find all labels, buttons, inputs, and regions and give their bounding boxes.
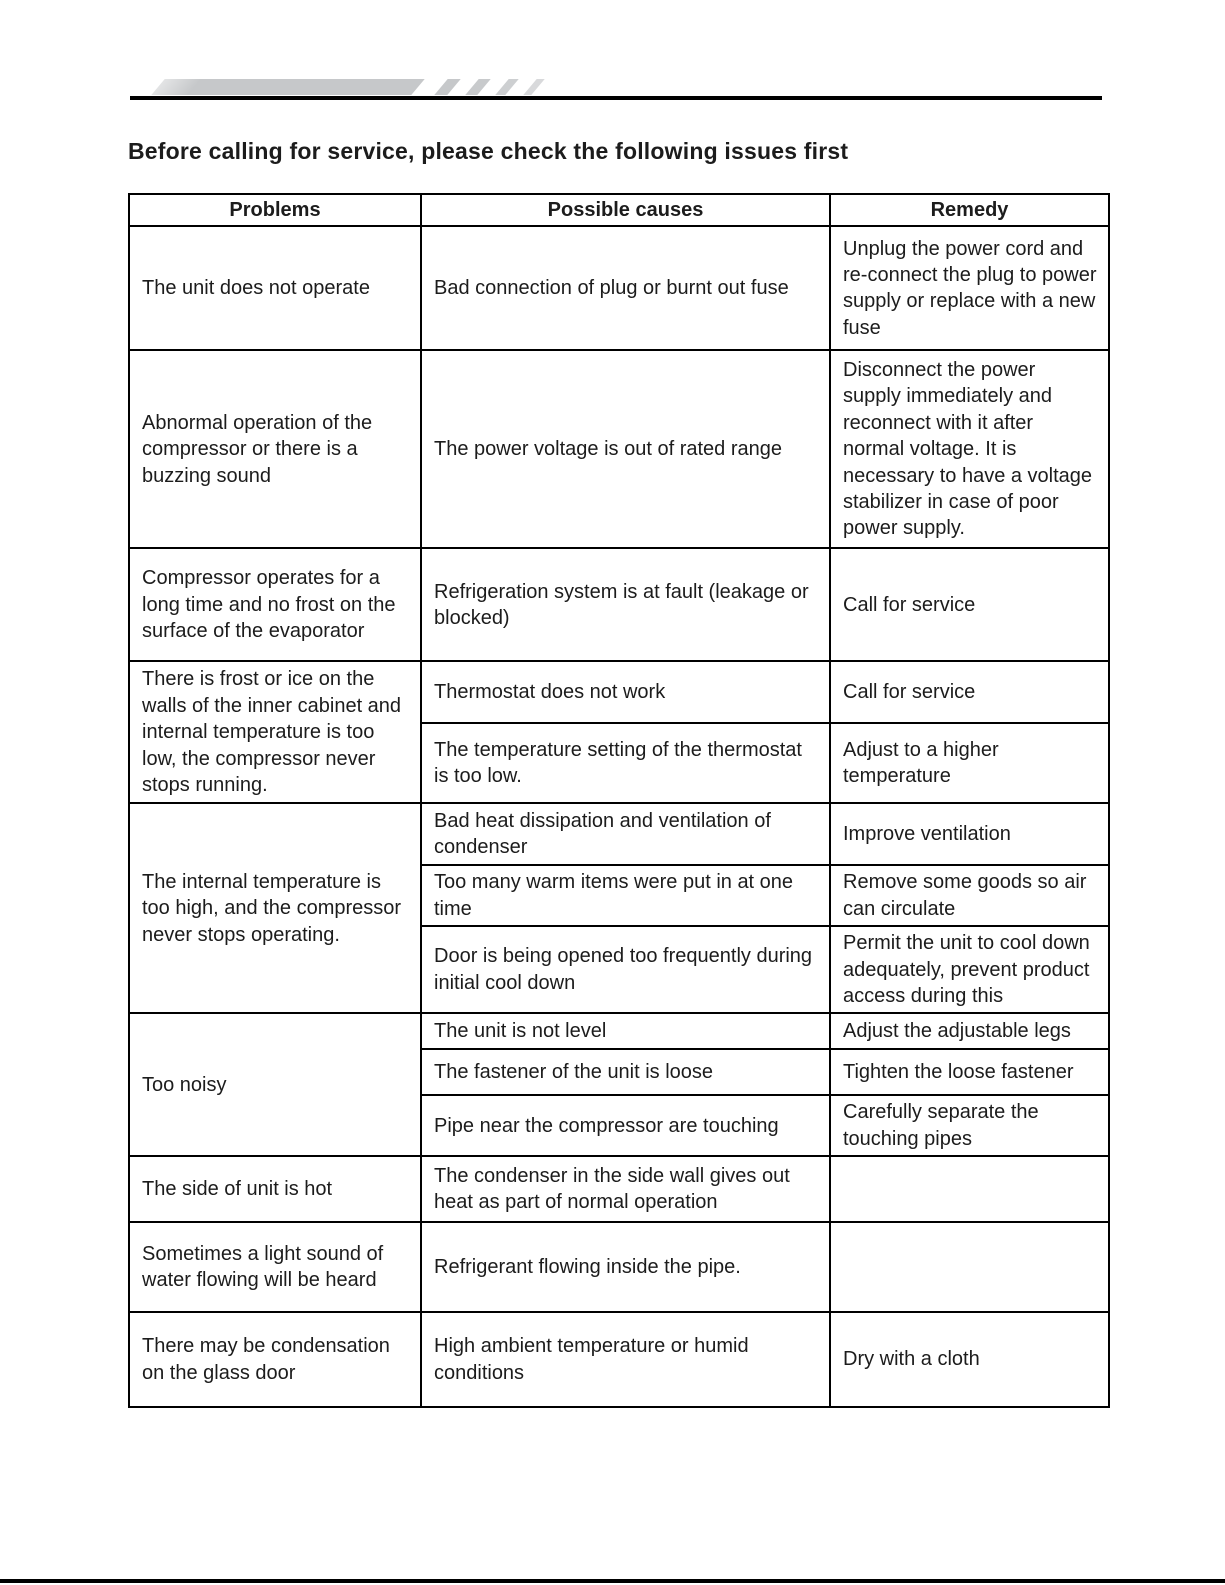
table-row [129, 661, 1109, 723]
problem-cell: The internal temperature is too high, and the compressor never stops operating. [129, 803, 421, 1013]
footer-rule [0, 1579, 1225, 1583]
swoosh-slash-icon [495, 79, 518, 95]
problem-cell: Sometimes a light sound of water flowing will be heard [129, 1222, 421, 1312]
remedy-cell: Remove some goods so air can circulate [830, 865, 1109, 926]
cause-cell: The temperature setting of the thermostat is too low. [421, 723, 830, 803]
remedy-cell: Tighten the loose fastener [830, 1049, 1109, 1095]
cause-cell: Pipe near the compressor are touching [421, 1095, 830, 1156]
problem-cell: The side of unit is hot [129, 1156, 421, 1222]
table-header-row [129, 194, 1109, 226]
problem-cell: The unit does not operate [129, 226, 421, 350]
cause-cell: Bad connection of plug or burnt out fuse [421, 226, 830, 350]
table-row [129, 1312, 1109, 1407]
remedy-cell: Dry with a cloth [830, 1312, 1109, 1407]
swoosh-slash-icon [523, 79, 544, 95]
table-row [129, 226, 1109, 350]
cause-cell: The power voltage is out of rated range [421, 350, 830, 548]
remedy-cell: Adjust the adjustable legs [830, 1013, 1109, 1049]
remedy-cell: Carefully separate the touching pipes [830, 1095, 1109, 1156]
cause-cell: The condenser in the side wall gives out heat as part of normal operation [421, 1156, 830, 1222]
column-header-problems: Problems [129, 194, 421, 226]
cause-cell: Refrigeration system is at fault (leakage or blocked) [421, 548, 830, 661]
remedy-cell: Adjust to a higher temperature [830, 723, 1109, 803]
header-rule [130, 96, 1102, 100]
column-header-possible-causes: Possible causes [421, 194, 830, 226]
cause-cell: High ambient temperature or humid conditions [421, 1312, 830, 1407]
remedy-cell: Permit the unit to cool down adequately, prevent product access during this [830, 926, 1109, 1013]
table-row [129, 1156, 1109, 1222]
cause-cell: Bad heat dissipation and ventilation of condenser [421, 803, 830, 865]
table-row [129, 803, 1109, 865]
problem-cell: Too noisy [129, 1013, 421, 1156]
remedy-cell: Unplug the power cord and re-connect the plug to power supply or replace with a new fuse [830, 226, 1109, 350]
remedy-cell: Call for service [830, 548, 1109, 661]
header-swoosh-graphic [0, 79, 1225, 97]
remedy-cell: Disconnect the power supply immediately and reconnect with it after normal voltage. It is necessary to have a voltage stabilizer in case of poor power supply. [830, 350, 1109, 548]
cause-cell: Refrigerant flowing inside the pipe. [421, 1222, 830, 1312]
swoosh-bar-icon [151, 79, 424, 95]
problem-cell: Compressor operates for a long time and no frost on the surface of the evaporator [129, 548, 421, 661]
remedy-cell: Call for service [830, 661, 1109, 723]
table-row [129, 1222, 1109, 1312]
table-row [129, 1013, 1109, 1049]
problem-cell: There is frost or ice on the walls of the inner cabinet and internal temperature is too low, the compressor never stops running. [129, 661, 421, 803]
problem-cell: There may be condensation on the glass door [129, 1312, 421, 1407]
cause-cell: Thermostat does not work [421, 661, 830, 723]
column-header-remedy: Remedy [830, 194, 1109, 226]
remedy-cell-empty [830, 1156, 1109, 1222]
cause-cell: The unit is not level [421, 1013, 830, 1049]
cause-cell: Door is being opened too frequently during initial cool down [421, 926, 830, 1013]
page-title: Before calling for service, please check the following issues first [128, 138, 849, 164]
problem-cell: Abnormal operation of the compressor or there is a buzzing sound [129, 350, 421, 548]
remedy-cell: Improve ventilation [830, 803, 1109, 865]
swoosh-slash-icon [434, 79, 460, 95]
remedy-cell-empty [830, 1222, 1109, 1312]
table-row [129, 548, 1109, 661]
table-row [129, 350, 1109, 548]
troubleshooting-table [128, 193, 1110, 1408]
swoosh-slash-icon [465, 79, 490, 95]
cause-cell: Too many warm items were put in at one time [421, 865, 830, 926]
cause-cell: The fastener of the unit is loose [421, 1049, 830, 1095]
